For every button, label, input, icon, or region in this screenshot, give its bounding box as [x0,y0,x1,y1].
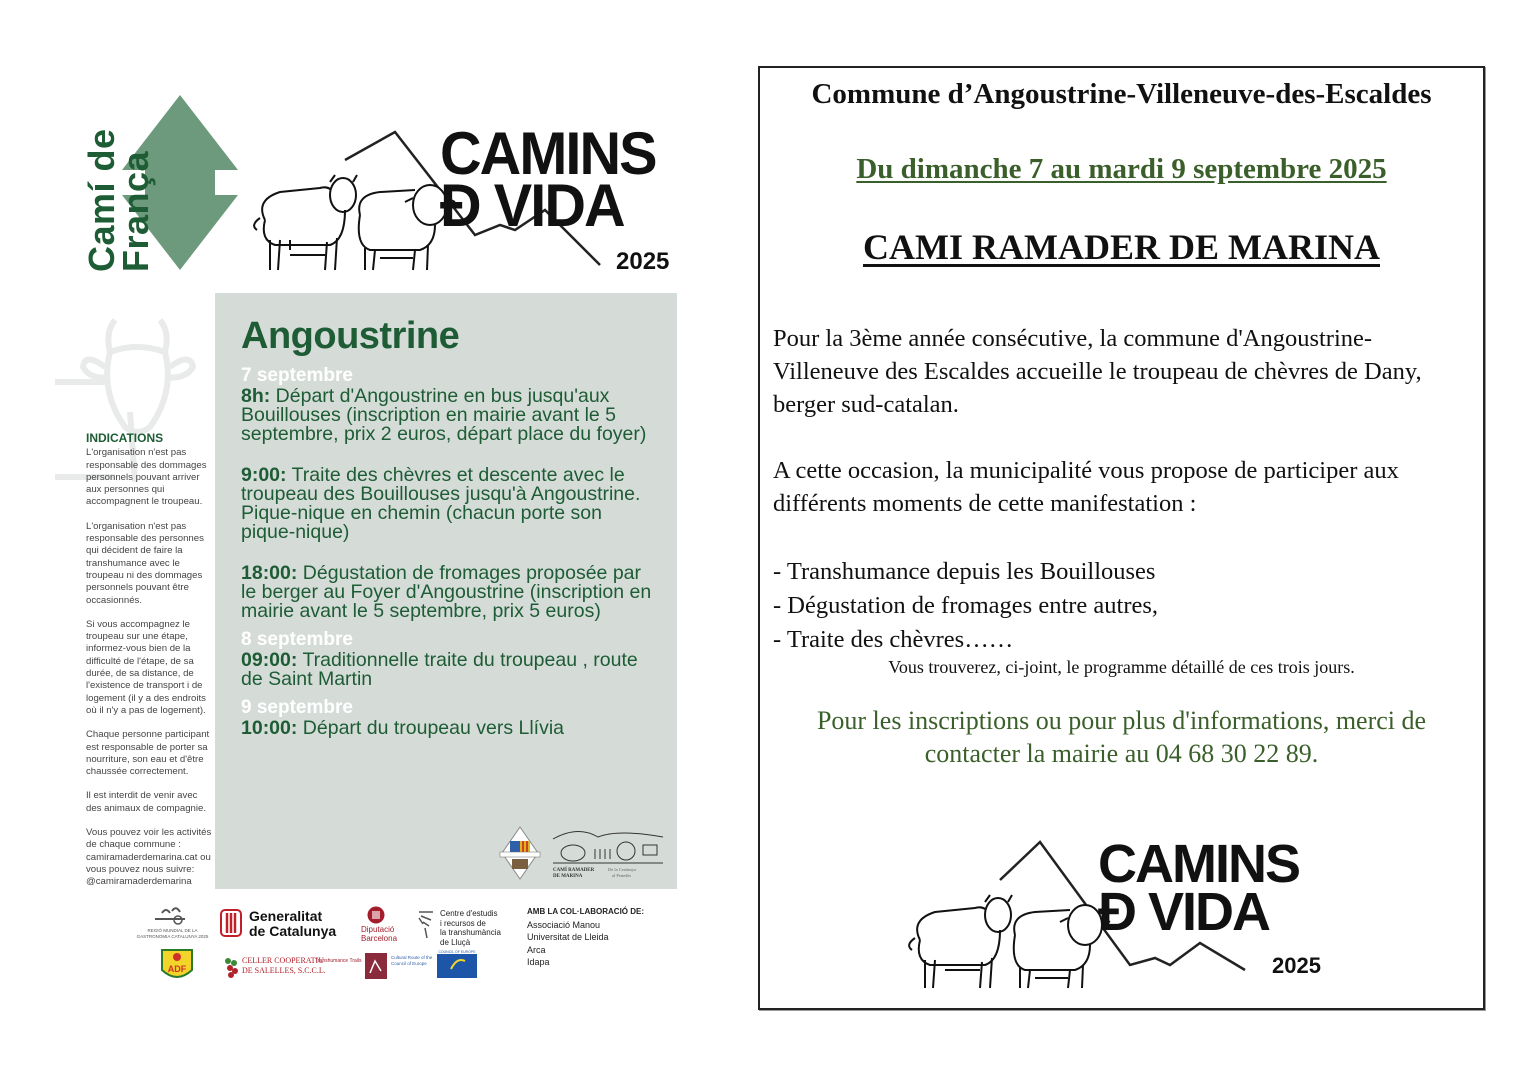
council-of-europe-icon [437,949,477,983]
indication-item: Il est interdit de venir avec des animaux de compagnie. [86,790,206,814]
gastronomia-icon [150,907,190,927]
program-event: 10:00: Départ du troupeau vers Llívia [241,717,565,739]
notice-paragraph: Pour la 3ème année consécutive, la commune d'Angoustrine-Villeneuve des Escaldes accueille le troupeau de chèvres de Dany, berger sud-catalan. [773,325,1422,418]
indication-item: L'organisation n'est pas responsable des personnes qui décident de faire la transhumance avec le troupeau ni des dommages personnels pouvant être occasionnés. [86,520,204,606]
activity-item: - Traite des chèvres…… [773,626,1014,653]
indication-item: Vous pouvez voir les activités de chaque commune : camiramaderdemarina.cat ou vous pouvez nous suivre: @camiramaderdemarina [86,827,212,888]
indications-title: INDICATIONS [86,431,164,445]
day-label: 9 septembre [241,697,353,718]
indications-section [86,432,214,901]
celler-grapes-icon [220,953,242,981]
partner-logos [498,825,668,881]
contact-info: Pour les inscriptions ou pour plus d'informations, merci de contacter la mairie au 04 68 30 22 89. [816,706,1427,768]
indication-item: Si vous accompagnez le troupeau sur une étape, informez-vous bien de la difficulté de l'étape, de sa durée, de sa distance, de l'existence de transport i de logement (il y a des endroits où il n'y a pas de logement). [86,618,206,716]
program-schedule [241,365,661,760]
activity-item: - Transhumance depuis les Bouillouses [773,558,1156,585]
camins-year: 2025 [616,248,670,275]
municipal-notice [758,66,1485,1010]
activity-item: - Dégustation de fromages entre autres, [773,592,1159,619]
camins-de-vida-title: CAMINS Đ VIDA [440,120,656,239]
adf-shield-icon [160,948,194,984]
diputacio-icon [367,906,385,924]
svg-text:DE MARINA: DE MARINA [553,874,583,879]
generalitat-icon [220,909,242,937]
event-dates: Du dimanche 7 au mardi 9 septembre 2025 [856,153,1387,185]
generalitat-label: Generalitat de Catalunya [249,908,337,939]
centre-estudis-label: Centre d'estudis i recursos de la transhumància de Lluçà [440,909,501,947]
program-event: 8h: Départ d'Angoustrine en bus jusqu'aux Bouillouses (inscription en mairie avant le 5 septembre, prix 2 euros, départ place du foyer) [241,385,647,445]
notice-body [773,322,1478,553]
cami-de-franca-logo: Camí de França [81,128,156,272]
svg-text:ADF: ADF [167,964,187,974]
camins-year: 2025 [1272,953,1321,978]
program-event: 9:00: Traite des chèvres et descente avec le troupeau des Bouillouses jusqu'à Angoustrine. Pique-nique en chemin (chacun porte son pique-nique) [241,464,641,543]
transhumance-trails-label: Transhumance Trails [315,958,362,964]
svg-text:COUNCIL OF EUROPE: COUNCIL OF EUROPE [438,950,476,954]
program-town: Angoustrine [241,315,460,357]
program-panel [215,293,677,889]
celler-label: CELLER COOPERATIU DE SALELLES, S.C.C.L. [242,956,326,975]
transhumance-trails-icon [365,953,387,979]
svg-text:al Penedès: al Penedès [612,873,632,878]
activities-list [773,555,1158,657]
svg-text:CAMÍ RAMADER: CAMÍ RAMADER [553,868,595,873]
program-event: 09:00: Traditionnelle traite du troupeau , route de Saint Martin [241,649,638,690]
program-note: Vous trouverez, ci-joint, le programme détaillé de ces trois jours. [888,657,1355,677]
indication-item: Chaque personne participant est responsable de porter sa nourriture, son eau et d'être chaussée correctement. [86,729,210,778]
event-title: CAMI RAMADER DE MARINA [863,227,1380,267]
sponsors-strip [135,903,695,988]
collaboration-list: AMB LA COL·LABORACIÓ DE: Associació Manou Universitat de Lleida Arca Idapa [527,907,645,967]
day-label: 7 septembre [241,365,353,386]
diputacio-label: Diputació Barcelona [361,925,398,943]
day-label: 8 septembre [241,629,353,650]
council-europe-route-label: Cultural Route of the Council of Europe [391,955,433,966]
notice-paragraph: A cette occasion, la municipalité vous propose de participer aux différents moments de cette manifestation : [773,457,1399,517]
centre-estudis-icon [415,908,437,940]
commune-crest-icon [500,827,540,879]
program-event: 18:00: Dégustation de fromages proposée par le berger au Foyer d'Angoustrine (inscription en mairie avant le 5 septembre, prix 5 euros) [241,562,652,622]
svg-text:De la Cerdanya: De la Cerdanya [608,867,636,872]
indication-item: L'organisation n'est pas responsable des dommages personnels pouvant arriver aux personnes qui accompagnent le troupeau. [86,447,207,508]
program-poster [0,0,740,1080]
camins-de-vida-title: CAMINS Đ VIDA [1098,834,1299,942]
commune-heading: Commune d’Angoustrine-Villeneuve-des-Escaldes [811,78,1432,110]
gastronomia-label: REGIÓ MUNDIAL DE LA GASTRONOMIA CATALUNYA 2025 [136,928,209,939]
cami-ramader-logo-icon [553,831,663,863]
